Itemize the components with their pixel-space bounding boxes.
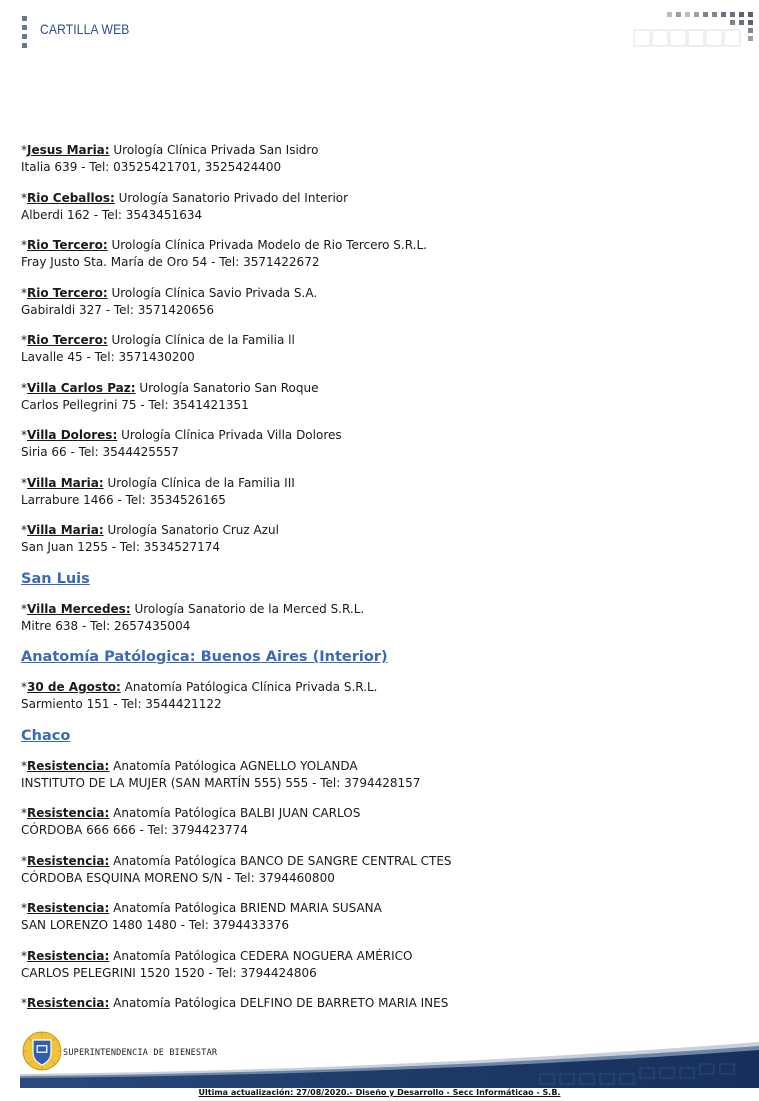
list-item: *Resistencia: Anatomía Patólogica AGNELLO YOLANDA INSTITUTO DE LA MUJER (SAN MARTÍN 555) 555 - Tel: 3794428157 [21, 758, 421, 790]
list-item: *Villa Carlos Paz: Urología Sanatorio San Roque Carlos Pellegrini 75 - Tel: 3541421351 [21, 380, 319, 412]
list-item: *Villa Dolores: Urología Clínica Privada Villa Dolores Siria 66 - Tel: 3544425557 [21, 428, 342, 459]
header-accent-bar [22, 16, 27, 48]
address-line: SAN LORENZO 1480 1480 - Tel: 3794433376 [21, 918, 289, 932]
specialty-link[interactable]: Anatomía Patólogica: [21, 649, 196, 665]
address-line: Larrabure 1466 - Tel: 3534526165 [21, 492, 226, 507]
city-link[interactable]: Villa Mercedes: [27, 601, 131, 616]
city-link[interactable]: Rio Tercero: [27, 238, 108, 252]
city-link[interactable]: Villa Carlos Paz: [27, 380, 136, 395]
list-item: *Resistencia: Anatomía Patólogica BALBI JUAN CARLOS CÓRDOBA 666 666 - Tel: 3794423774 [21, 806, 361, 837]
section-heading-chaco[interactable]: Chaco [21, 727, 71, 744]
region-link[interactable]: Buenos Aires (Interior) [200, 649, 388, 665]
list-item: *Rio Ceballos: Urología Sanatorio Privado del Interior Alberdi 162 - Tel: 3543451634 [21, 190, 349, 222]
city-link[interactable]: Resistencia: [27, 996, 110, 1010]
city-link[interactable]: Resistencia: [27, 806, 110, 820]
directory-content [21, 142, 736, 1026]
institution-seal-icon [22, 1031, 62, 1071]
list-item: *Resistencia: Anatomía Patólogica BRIEND MARIA SUSANA SAN LORENZO 1480 1480 - Tel: 3794433376 [21, 901, 382, 932]
header-title: CARTILLA WEB [40, 21, 130, 37]
address-line: CÓRDOBA ESQUINA MORENO S/N - Tel: 3794460800 [21, 870, 335, 885]
city-link[interactable]: Jesus Maria: [27, 143, 110, 157]
city-link[interactable]: Villa Maria: [27, 475, 104, 490]
city-link[interactable]: Resistencia: [27, 901, 110, 915]
list-item: *Resistencia: Anatomía Patólogica DELFINO DE BARRETO MARIA INES [21, 996, 449, 1010]
address-line: Mitre 638 - Tel: 2657435004 [21, 618, 191, 633]
city-link[interactable]: Rio Tercero: [27, 285, 108, 300]
entries-anatomia [21, 679, 736, 713]
footer-brand: SUPERINTENDENCIA DE BIENESTAR [63, 1048, 218, 1058]
address-line: CARLOS PELEGRINI 1520 1520 - Tel: 3794424806 [21, 965, 317, 980]
address-line: Fray Justo Sta. María de Oro 54 - Tel: 3571422672 [21, 255, 320, 269]
city-link[interactable]: Villa Maria: [27, 523, 104, 537]
address-line: Sarmiento 151 - Tel: 3544421122 [21, 697, 222, 711]
address-line: Gabiraldi 327 - Tel: 3571420656 [21, 302, 215, 317]
header-pattern-icon [633, 10, 759, 48]
city-link[interactable]: 30 de Agosto: [27, 680, 121, 694]
section-heading-anatomia [21, 648, 736, 666]
city-link[interactable]: Resistencia: [27, 758, 110, 773]
address-line: INSTITUTO DE LA MUJER (SAN MARTÍN 555) 555 - Tel: 3794428157 [21, 775, 421, 790]
page-header [0, 0, 759, 60]
list-item: *Villa Maria: Urología Sanatorio Cruz Azul San Juan 1255 - Tel: 3534527174 [21, 523, 279, 554]
footer-update-text: Ultima actualización: 27/08/2020.- Diseño y Desarrollo - Secc Informáticao - S.B. [198, 1088, 561, 1097]
city-link[interactable]: Villa Dolores: [27, 428, 118, 442]
list-item: *Villa Maria: Urología Clínica de la Familia III Larrabure 1466 - Tel: 3534526165 [21, 475, 295, 507]
entries-chaco [21, 758, 736, 1013]
city-link[interactable]: Rio Ceballos: [27, 190, 115, 205]
city-link[interactable]: Resistencia: [27, 853, 110, 868]
list-item: *30 de Agosto: Anatomía Patólogica Clínica Privada S.R.L. Sarmiento 151 - Tel: 3544421122 [21, 680, 378, 711]
address-line: Carlos Pellegrini 75 - Tel: 3541421351 [21, 397, 249, 412]
entries-san-luis [21, 601, 736, 635]
address-line: Lavalle 45 - Tel: 3571430200 [21, 350, 195, 364]
list-item: *Resistencia: Anatomía Patólogica BANCO DE SANGRE CENTRAL CTES CÓRDOBA ESQUINA MORENO S/N - Tel: 3794460800 [21, 853, 452, 885]
address-line: Italia 639 - Tel: 03525421701, 3525424400 [21, 160, 282, 174]
list-item: *Jesus Maria: Urología Clínica Privada San Isidro Italia 639 - Tel: 03525421701, 3525424400 [21, 143, 319, 174]
list-item: *Rio Tercero: Urología Clínica Privada Modelo de Rio Tercero S.R.L. Fray Justo Sta. María de Oro 54 - Tel: 3571422672 [21, 238, 427, 269]
list-item: *Rio Tercero: Urología Clínica de la Familia ll Lavalle 45 - Tel: 3571430200 [21, 333, 295, 364]
city-link[interactable]: Rio Tercero: [27, 333, 108, 347]
footer-wave-banner [20, 1036, 759, 1088]
list-item: *Resistencia: Anatomía Patólogica CEDERA NOGUERA AMÉRICO CARLOS PELEGRINI 1520 1520 - Tel: 3794424806 [21, 948, 413, 980]
address-line: Siria 66 - Tel: 3544425557 [21, 445, 179, 459]
entries-cordoba [21, 142, 736, 556]
address-line: San Juan 1255 - Tel: 3534527174 [21, 540, 221, 554]
address-line: Alberdi 162 - Tel: 3543451634 [21, 207, 203, 222]
list-item: *Rio Tercero: Urología Clínica Savio Privada S.A. Gabiraldi 327 - Tel: 3571420656 [21, 285, 318, 317]
address-line: CÓRDOBA 666 666 - Tel: 3794423774 [21, 823, 248, 837]
section-heading-san-luis[interactable]: San Luis [21, 570, 90, 587]
list-item: *Villa Mercedes: Urología Sanatorio de la Merced S.R.L. Mitre 638 - Tel: 2657435004 [21, 601, 365, 633]
city-link[interactable]: Resistencia: [27, 948, 110, 963]
